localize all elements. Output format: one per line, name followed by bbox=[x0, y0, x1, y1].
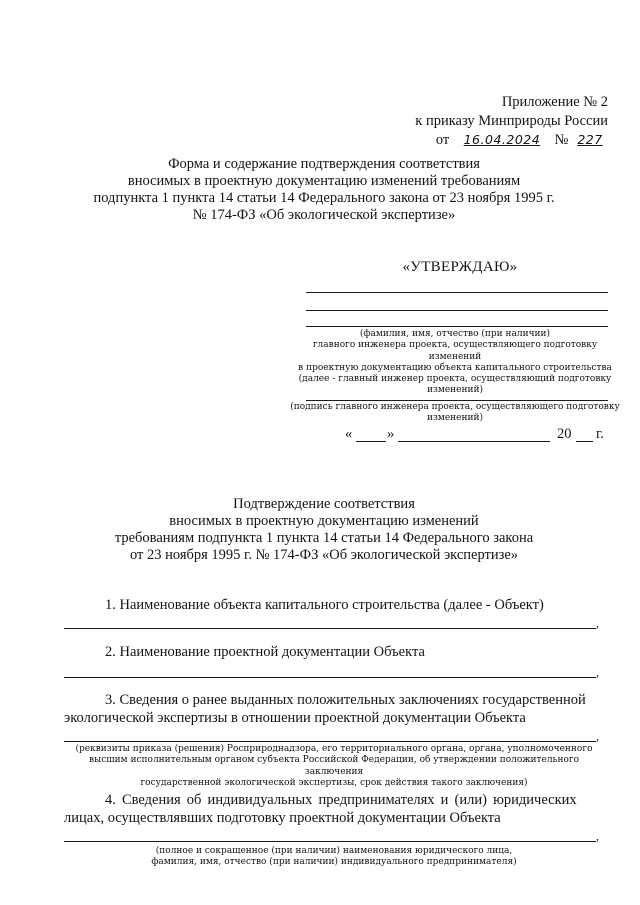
caption-line: (подпись главного инженера проекта, осуществляющего подготовку bbox=[290, 402, 620, 412]
approval-signature-line bbox=[306, 400, 608, 401]
section-4-heading-line-2: лицах, осуществлявших подготовку проектной документации Объекта bbox=[64, 810, 501, 826]
section-4-fill-line bbox=[64, 841, 596, 842]
section-3-line-end: , bbox=[596, 729, 599, 743]
approval-name-line-3 bbox=[306, 326, 608, 327]
date-year-line bbox=[576, 441, 593, 442]
approval-name-caption bbox=[290, 329, 620, 397]
caption-line: (полное и сокращенное (при наличии) наименования юридического лица, bbox=[155, 846, 513, 856]
date-close-quote: » bbox=[387, 426, 395, 442]
order-date-prefix: от bbox=[435, 132, 450, 148]
caption-line: изменений) bbox=[426, 385, 484, 396]
caption-line: в проектную документацию объекта капитального строительства bbox=[298, 362, 612, 373]
section-4-line-end: , bbox=[596, 829, 599, 843]
section-3-heading-line-2: экологической экспертизы в отношении проектной документации Объекта bbox=[64, 710, 526, 726]
section-2-heading: 2. Наименование проектной документации Объекта bbox=[105, 644, 425, 660]
approval-name-line-1 bbox=[306, 292, 608, 293]
section-3-fill-line bbox=[64, 741, 596, 742]
form-title-line: № 174-ФЗ «Об экологической экспертизе» bbox=[192, 207, 456, 223]
form-title-line: Форма и содержание подтверждения соответствия bbox=[168, 156, 480, 172]
order-date: 16.04.2024 bbox=[463, 132, 541, 147]
caption-line: (реквизиты приказа (решения) Росприроднадзора, его территориального органа, органа, уполномоченного bbox=[75, 744, 593, 754]
date-month-line bbox=[398, 441, 550, 442]
date-year-prefix: 20 bbox=[557, 426, 572, 442]
confirmation-title bbox=[40, 496, 608, 564]
confirmation-title-line: Подтверждение соответствия bbox=[233, 496, 415, 512]
caption-line: фамилия, имя, отчество (при наличии) индивидуального предпринимателя) bbox=[151, 857, 517, 868]
order-number-prefix: № bbox=[554, 132, 569, 148]
form-title bbox=[40, 156, 608, 224]
caption-line: государственной экологической экспертизы, срок действия такого заключения) bbox=[140, 777, 528, 788]
caption-line: высшим исполнительным органом субъекта Российской Федерации, об утверждении положительного заключения bbox=[88, 755, 580, 777]
confirmation-title-line: от 23 ноября 1995 г. № 174-ФЗ «Об экологической экспертизе» bbox=[129, 547, 519, 563]
section-1-line-end: , bbox=[596, 616, 599, 630]
caption-line: главного инженера проекта, осуществляющего подготовку изменений bbox=[312, 340, 598, 362]
date-open-quote: « bbox=[345, 426, 353, 442]
section-2-fill-line bbox=[64, 677, 596, 678]
appendix-number: Приложение № 2 bbox=[501, 94, 608, 110]
confirmation-title-line: вносимых в проектную документацию изменений bbox=[169, 513, 479, 529]
confirmation-title-line: требованиям подпункта 1 пункта 14 статьи 14 Федерального закона bbox=[114, 530, 534, 546]
order-number: 227 bbox=[577, 132, 603, 147]
date-year-suffix: г. bbox=[596, 426, 604, 442]
section-1-fill-line bbox=[64, 628, 596, 629]
section-4-heading-line-1: 4. Сведения об индивидуальных предпринимателях и (или) юридических bbox=[105, 792, 577, 808]
section-1-heading: 1. Наименование объекта капитального строительства (далее - Объект) bbox=[105, 597, 544, 613]
order-date-line bbox=[436, 132, 608, 149]
section-4-caption bbox=[64, 846, 604, 869]
section-3-caption bbox=[64, 744, 604, 789]
date-day-line bbox=[356, 441, 386, 442]
approval-signature-caption bbox=[290, 402, 620, 425]
caption-line: изменений) bbox=[426, 413, 484, 424]
section-2-line-end: , bbox=[596, 665, 599, 679]
approval-name-line-2 bbox=[306, 310, 608, 311]
approval-heading: «УТВЕРЖДАЮ» bbox=[402, 259, 518, 275]
caption-line: (далее - главный инженер проекта, осуществляющий подготовку bbox=[298, 374, 612, 385]
form-title-line: подпункта 1 пункта 14 статьи 14 Федерального закона от 23 ноября 1995 г. bbox=[93, 190, 555, 206]
form-title-line: вносимых в проектную документацию изменений требованиям bbox=[127, 173, 521, 189]
caption-line: (фамилия, имя, отчество (при наличии) bbox=[359, 329, 551, 339]
section-3-heading-line-1: 3. Сведения о ранее выданных положительных заключениях государственной bbox=[105, 692, 586, 708]
order-reference: к приказу Минприроды России bbox=[415, 113, 608, 129]
